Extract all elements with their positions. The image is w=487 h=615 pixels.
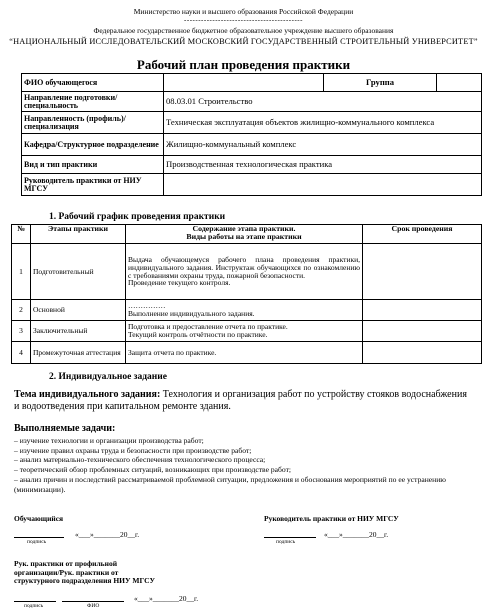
direction-label: Направление подготовки/ специальность	[22, 92, 164, 112]
row-deadline	[363, 300, 482, 321]
table-row	[12, 300, 482, 321]
row-deadline	[363, 244, 482, 300]
page-title: Рабочий план проведения практики	[136, 57, 351, 72]
tasks-list	[14, 436, 478, 494]
row-content-text-2: Проведение текущего контроля.	[128, 278, 231, 288]
row-content	[126, 321, 363, 342]
row-stage: Промежуточная аттестация	[31, 342, 126, 364]
org-fio-line	[62, 601, 124, 602]
department-label: Кафедра/Структурное подразделение	[22, 134, 164, 156]
table-row	[12, 244, 482, 300]
row-content-text: ……………	[128, 301, 166, 311]
row-content	[126, 342, 363, 364]
institution-type: Федеральное государственное бюджетное образовательное учреждение высшего образования	[93, 26, 394, 35]
profile-value: Техническая эксплуатация объектов жилищно-коммунального комплекса	[164, 112, 482, 134]
col-stage: Этапы практики	[31, 225, 126, 244]
group-label: Группа	[324, 74, 437, 92]
topic-label: Тема индивидуального задания:	[14, 389, 161, 400]
header-divider: ------------------------------------------	[184, 16, 303, 24]
org-signature-line	[14, 601, 56, 602]
row-content-text: Выдача обучающемуся рабочего плана проведения практики, индивидуального задания. Инструктаж обучающихся по ознакомлению с требованиями охраны труда, пожарной безопасности.	[128, 254, 360, 280]
supervisor-signature-line	[264, 537, 316, 538]
org-signature-caption: подпись	[24, 603, 44, 609]
list-item: – анализ материально-технического обеспечения технологического процесса;	[14, 455, 266, 465]
schedule-table	[11, 224, 482, 364]
ministry-line: Министерство науки и высшего образования Российской Федерации	[133, 7, 354, 16]
org-label-line1: Рук. практики от профильной	[14, 559, 118, 568]
topic-value: Технология и организация работ по устройству стояков водоснабжения и водоотведения при капитальном ремонте здания.	[14, 389, 467, 412]
tasks-heading: Выполняемые задачи:	[14, 423, 116, 434]
practice-type-label: Вид и тип практики	[22, 156, 164, 174]
supervisor-label: Руководитель практики от НИУ МГСУ	[22, 174, 164, 196]
table-row	[12, 342, 482, 364]
row-content-text: Подготовка и предоставление отчета по практике.	[128, 322, 288, 332]
supervisor-value	[164, 174, 482, 196]
col-content-line1: Содержание этапа практики.	[192, 224, 296, 233]
table-row	[12, 321, 482, 342]
schedule-heading: 1. Рабочий график проведения практики	[49, 212, 226, 222]
row-deadline	[363, 321, 482, 342]
row-deadline	[363, 342, 482, 364]
assignment-heading: 2. Индивидуальное задание	[49, 372, 167, 382]
org-date: «___»_______20__г.	[134, 594, 199, 603]
group-value	[437, 74, 482, 92]
university-name: “НАЦИОНАЛЬНЫЙ ИССЛЕДОВАТЕЛЬСКИЙ МОСКОВСКИЙ ГОСУДАРСТВЕННЫЙ СТРОИТЕЛЬНЫЙ УНИВЕРСИТЕТ”	[9, 37, 478, 46]
student-signature-label: Обучающийся	[14, 514, 64, 523]
org-fio-caption: ФИО	[87, 603, 100, 609]
row-num: 1	[12, 244, 31, 300]
supervisor-signature-label: Руководитель практики от НИУ МГСУ	[264, 514, 399, 523]
profile-label: Направленность (профиль)/ специализация	[22, 112, 164, 134]
row-stage: Подготовительный	[31, 244, 126, 300]
student-label: ФИО обучающегося	[22, 74, 164, 92]
assignment-topic	[14, 389, 474, 413]
row-num: 3	[12, 321, 31, 342]
department-value: Жилищно-коммунальный комплекс	[164, 134, 482, 156]
practice-info-table	[21, 73, 482, 196]
org-label-line3: структурного подразделения НИУ МГСУ	[14, 576, 155, 586]
row-content	[126, 244, 363, 300]
col-num: №	[12, 225, 31, 244]
student-value	[164, 74, 324, 92]
row-content	[126, 300, 363, 321]
row-num: 2	[12, 300, 31, 321]
row-num: 4	[12, 342, 31, 364]
col-content-line2: Виды работы на этапе практики	[186, 232, 302, 242]
student-date: «___»_______20__г.	[75, 530, 140, 539]
student-signature-caption: подпись	[27, 539, 47, 545]
org-label-line2: организации/Рук. практики от	[14, 567, 119, 577]
row-content-text-2: Выполнение индивидуального задания.	[128, 309, 255, 318]
org-supervisor-label	[14, 560, 155, 586]
row-stage: Основной	[31, 300, 126, 321]
supervisor-date: «___»_______20__г.	[324, 530, 389, 539]
col-content	[126, 225, 363, 244]
col-deadline: Срок проведения	[363, 225, 482, 244]
row-stage: Заключительный	[31, 321, 126, 342]
list-item: – изучение технологии и организации производства работ;	[14, 436, 204, 445]
row-content-text: Защита отчета по практике.	[128, 347, 217, 357]
row-content-text-2: Текущий контроль отчётности по практике.	[128, 330, 268, 339]
list-item: – изучение правил охраны труда и безопасности при производстве работ;	[14, 445, 252, 455]
list-item: – анализ причин и последствий рассматриваемой проблемной ситуации, предложения и обоснования мероприятий по ее устранению (минимизации).	[14, 474, 446, 494]
student-signature-line	[14, 537, 64, 538]
supervisor-signature-caption: подпись	[276, 539, 296, 545]
direction-value: 08.03.01 Строительство	[164, 92, 482, 112]
list-item: – теоретический обзор проблемных ситуаций, возникающих при производстве работ;	[14, 465, 292, 475]
practice-type-value: Производственная технологическая практика	[164, 156, 482, 174]
